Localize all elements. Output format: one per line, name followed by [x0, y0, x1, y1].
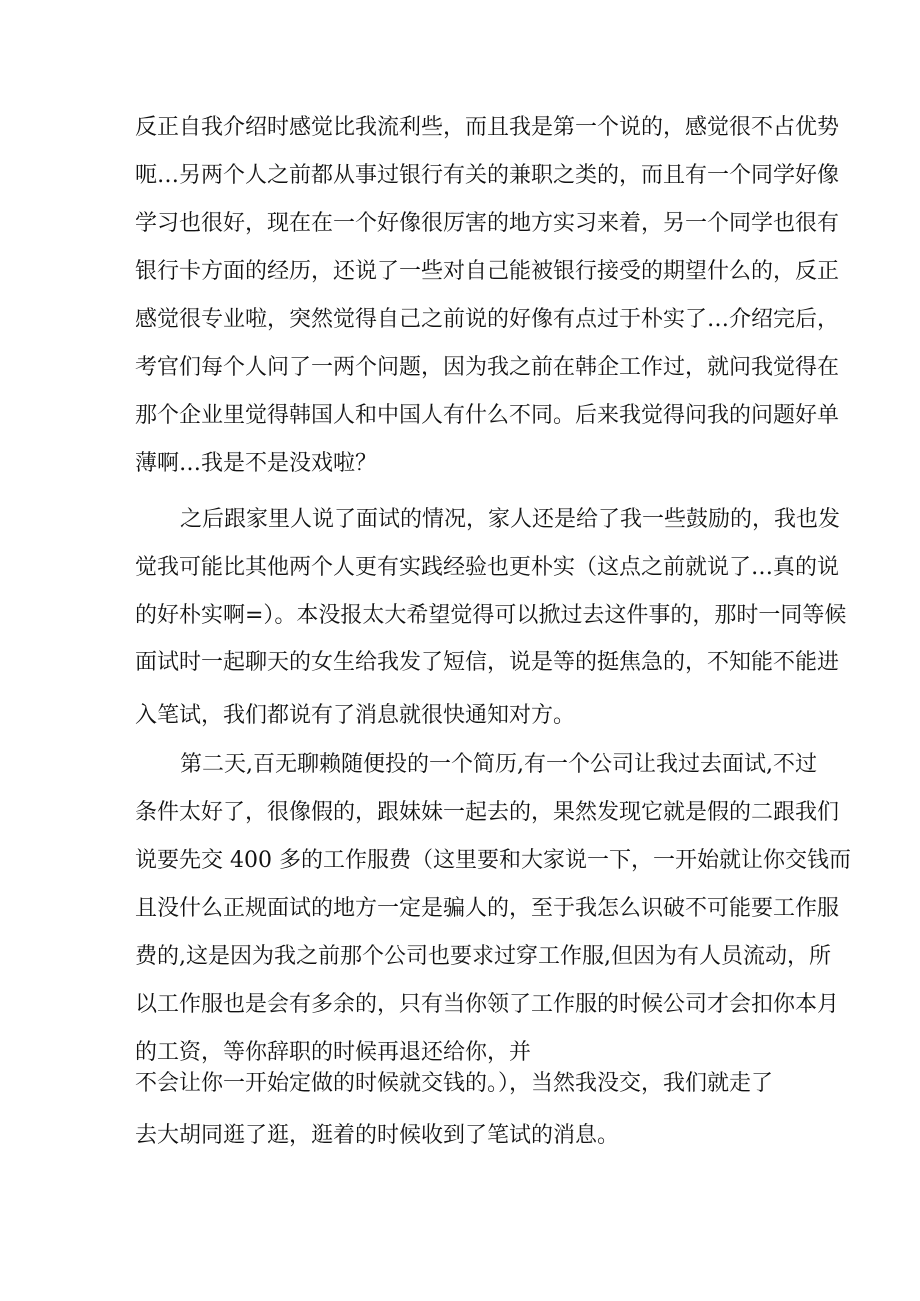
text-line: 入笔试，我们都说有了消息就很快通知对方。 [135, 703, 576, 728]
text-line: 且没什么正规面试的地方一定是骗人的，至于我怎么识破不可能要工作服 [135, 896, 840, 921]
text-line: 去大胡同逛了逛，逛着的时候收到了笔试的消息。 [135, 1123, 620, 1148]
text-line: 考官们每个人问了一两个问题，因为我之前在韩企工作过，就问我觉得在 [135, 355, 840, 380]
text-line: 觉我可能比其他两个人更有实践经验也更朴实（这点之前就说了…真的说 [135, 555, 840, 580]
text-line: 之后跟家里人说了面试的情况，家人还是给了我一些鼓励的，我也发 [180, 507, 841, 532]
text-line: 费的,这是因为我之前那个公司也要求过穿工作服,但因为有人员流动，所 [135, 944, 831, 969]
text-line: 的好朴实啊=）。本没报太大希望觉得可以掀过去这件事的，那时一同等候 [135, 603, 847, 628]
text-line: 条件太好了，很像假的，跟妹妹一起去的，果然发现它就是假的二跟我们 [135, 800, 840, 825]
text-line: 说要先交 400 多的工作服费（这里要和大家说一下，一开始就让你交钱而 [135, 848, 851, 873]
text-line: 以工作服也是会有多余的，只有当你领了工作服的时候公司才会扣你本月 [135, 992, 840, 1017]
text-line: 银行卡方面的经历，还说了一些对自己能被银行接受的期望什么的，反正 [135, 259, 840, 284]
text-line: 薄啊…我是不是没戏啦？ [135, 451, 378, 476]
text-line: 反正自我介绍时感觉比我流利些，而且我是第一个说的，感觉很不占优势 [135, 115, 840, 140]
text-line: 呃…另两个人之前都从事过银行有关的兼职之类的，而且有一个同学好像 [135, 163, 840, 188]
text-line: 的工资，等你辞职的时候再退还给你，并 [135, 1040, 532, 1065]
text-line: 学习也很好，现在在一个好像很厉害的地方实习来着，另一个同学也很有 [135, 211, 840, 236]
text-line: 感觉很专业啦，突然觉得自己之前说的好像有点过于朴实了…介绍完后， [135, 307, 840, 332]
text-line: 第二天,百无聊赖随便投的一个简历,有一个公司让我过去面试,不过 [180, 752, 817, 777]
text-line: 面试时一起聊天的女生给我发了短信，说是等的挺焦急的，不知能不能进 [135, 650, 840, 675]
text-line: 不会让你一开始定做的时候就交钱的。），当然我没交，我们就走了 [135, 1071, 774, 1096]
text-line: 那个企业里觉得韩国人和中国人有什么不同。后来我觉得问我的问题好单 [135, 403, 840, 428]
